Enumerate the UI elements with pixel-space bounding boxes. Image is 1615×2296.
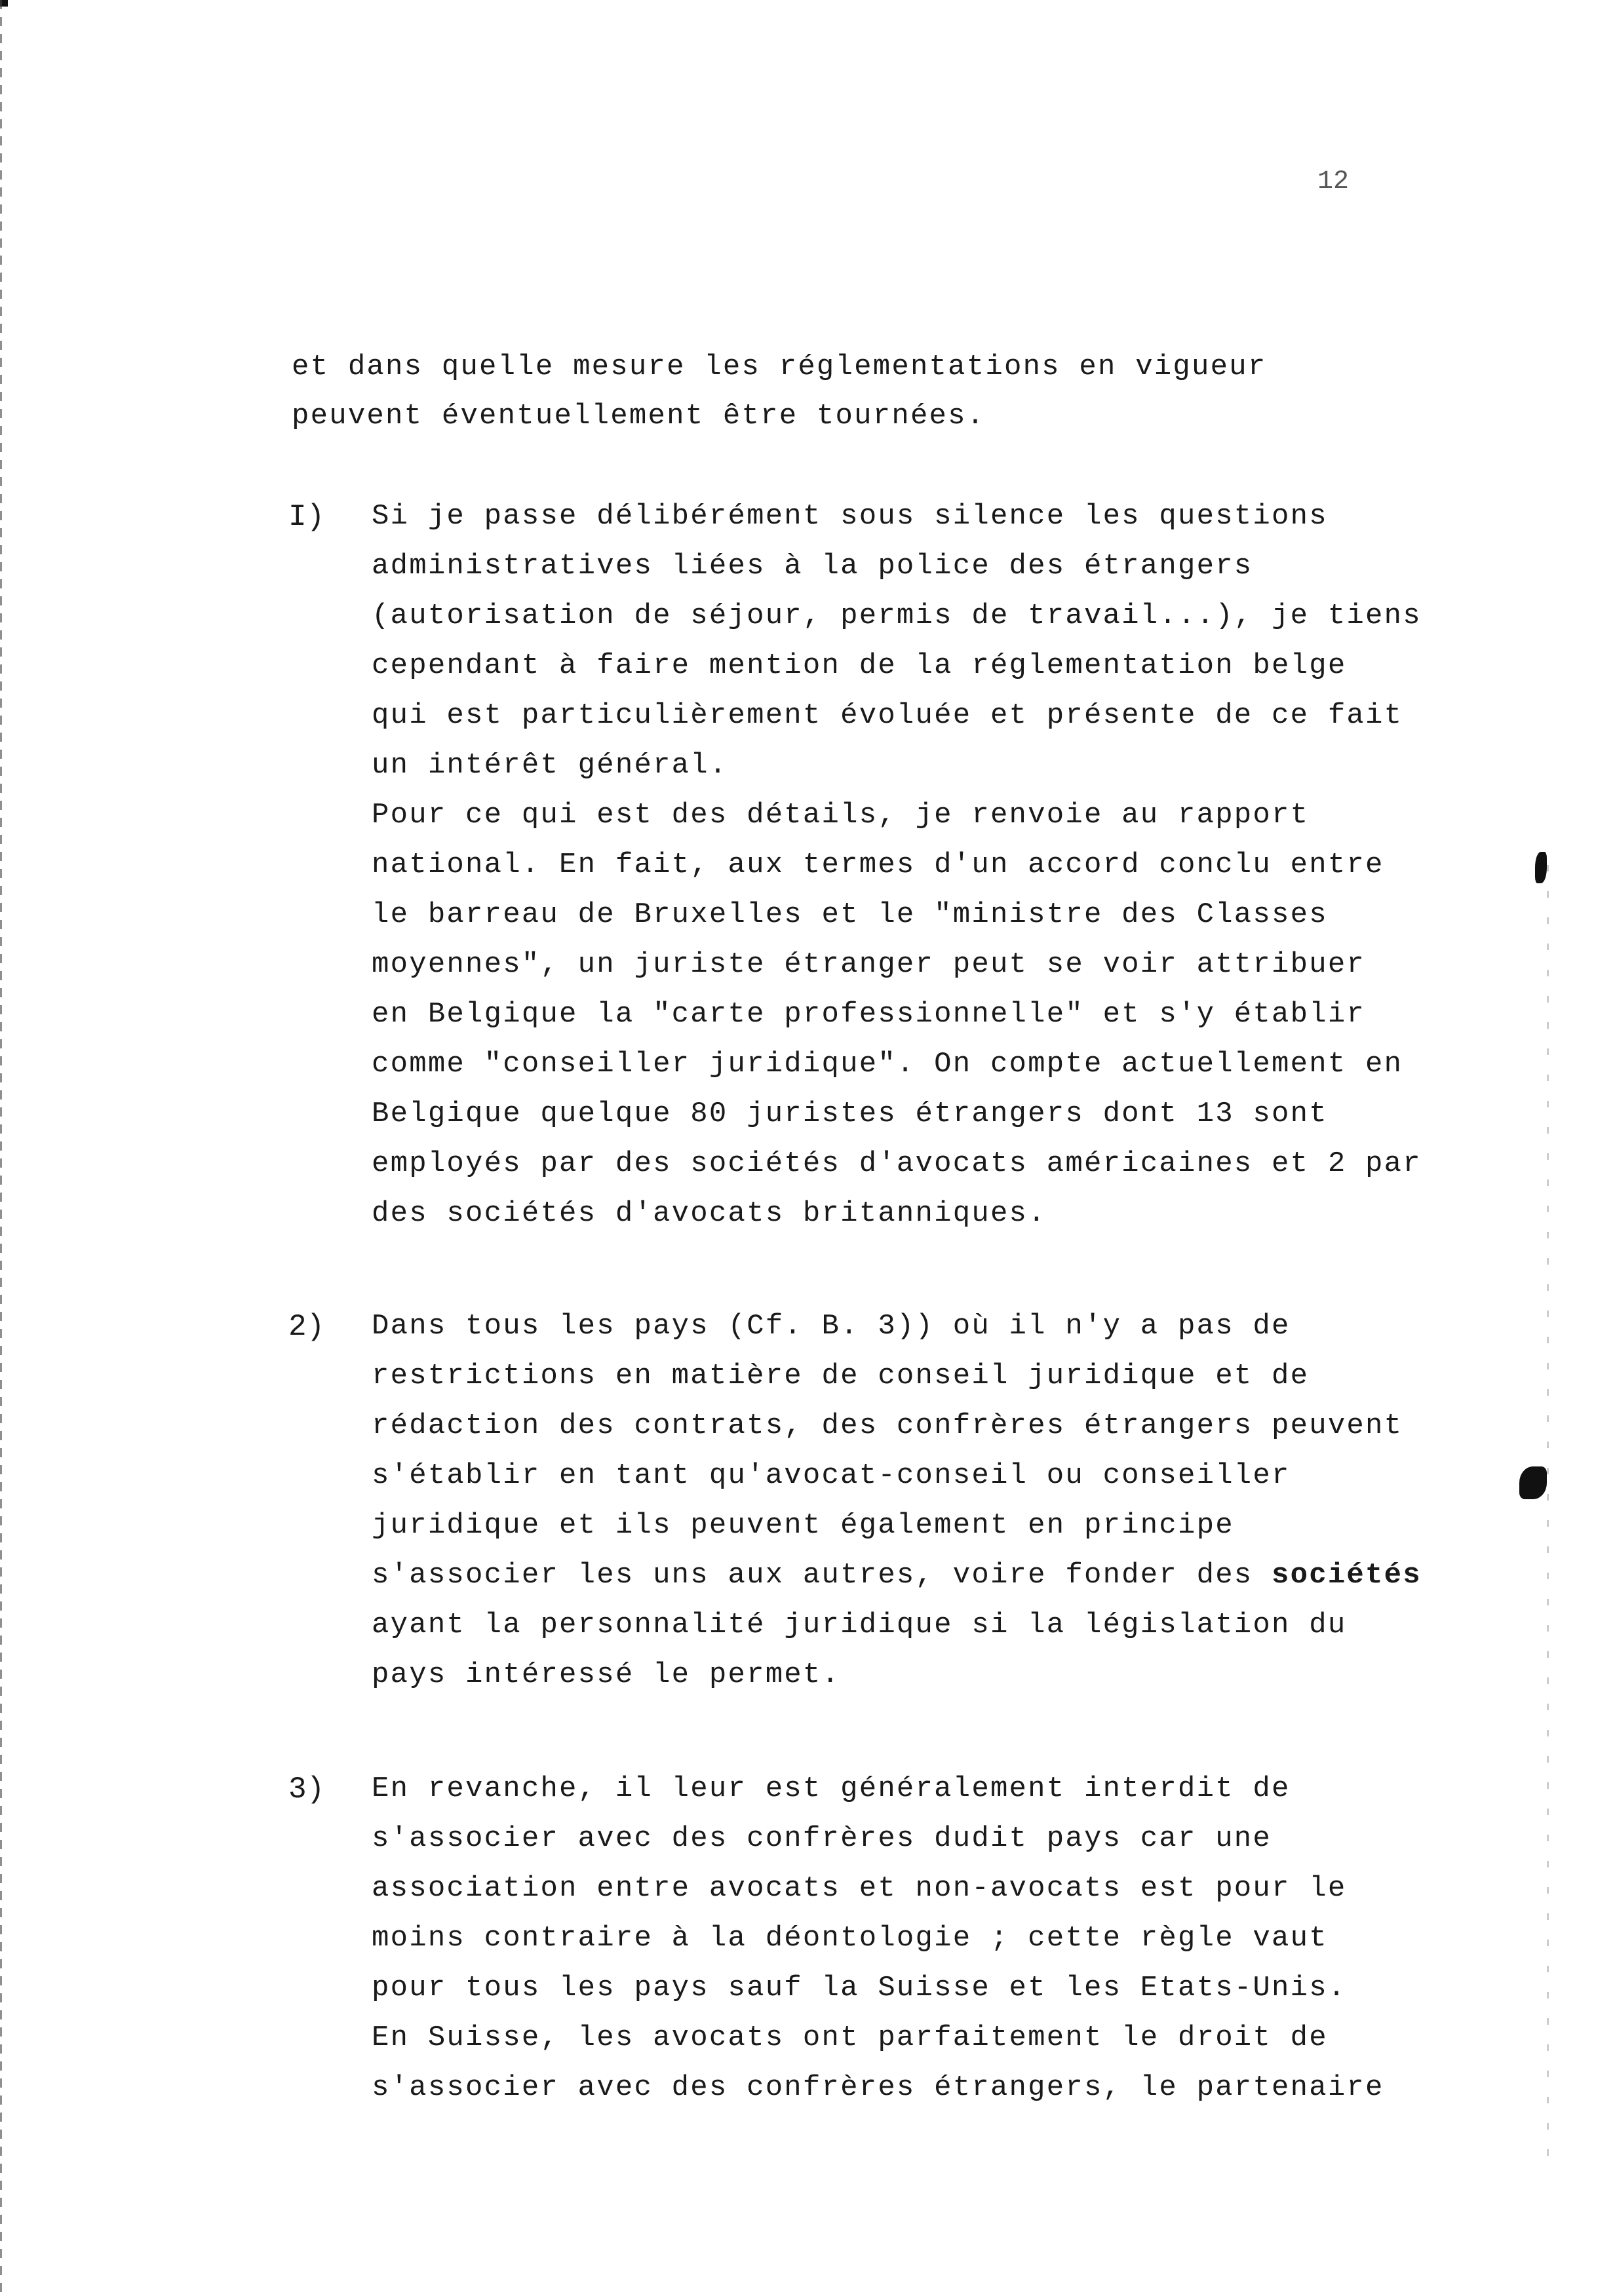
item-2-line: restrictions en matière de conseil juridique et de bbox=[372, 1360, 1310, 1392]
item-2-line: Dans tous les pays (Cf. B. 3)) où il n'y a pas de bbox=[372, 1310, 1291, 1343]
page-number: 12 bbox=[1317, 167, 1350, 197]
item-3-line: pour tous les pays sauf la Suisse et les Etats-Unis. bbox=[372, 1972, 1347, 2004]
item-3-line: moins contraire à la déontologie ; cette règle vaut bbox=[372, 1922, 1328, 1955]
item-3-line: s'associer avec des confrères étrangers, le partenaire bbox=[372, 2071, 1384, 2104]
item-number: 2) bbox=[288, 1310, 325, 1344]
scan-blot bbox=[1519, 1466, 1547, 1499]
item-1-line: (autorisation de séjour, permis de travail...), je tiens bbox=[372, 600, 1422, 632]
item-1-line: moyennes", un juriste étranger peut se voir attribuer bbox=[372, 948, 1366, 981]
item-1-line: un intérêt général. bbox=[372, 749, 728, 782]
intro-line: peuvent éventuellement être tournées. bbox=[292, 400, 986, 432]
item-2-line bbox=[372, 1561, 1422, 1590]
item-1-line: comme "conseiller juridique". On compte actuellement en bbox=[372, 1048, 1403, 1081]
scan-right-edge bbox=[1547, 865, 1549, 2175]
item-1-line: cependant à faire mention de la réglementation belge bbox=[372, 649, 1347, 682]
item-2-line: juridique et ils peuvent également en principe bbox=[372, 1509, 1234, 1542]
item-1-line: des sociétés d'avocats britanniques. bbox=[372, 1197, 1047, 1230]
item-3-line: s'associer avec des confrères dudit pays car une bbox=[372, 1822, 1272, 1855]
item-1-line: administratives liées à la police des étrangers bbox=[372, 550, 1253, 583]
item-2-line: rédaction des contrats, des confrères étrangers peuvent bbox=[372, 1409, 1403, 1442]
item-3-line: association entre avocats et non-avocats est pour le bbox=[372, 1872, 1347, 1905]
scan-blot bbox=[1535, 852, 1547, 883]
item-1-line: le barreau de Bruxelles et le "ministre des Classes bbox=[372, 898, 1328, 931]
item-number: 3) bbox=[288, 1772, 325, 1807]
item-number: I) bbox=[288, 500, 325, 534]
scan-left-edge bbox=[0, 0, 2, 2296]
item-2-line: pays intéressé le permet. bbox=[372, 1658, 841, 1691]
item-1-line: Pour ce qui est des détails, je renvoie au rapport bbox=[372, 799, 1310, 832]
item-1-line: en Belgique la "carte professionnelle" et s'y établir bbox=[372, 998, 1366, 1031]
item-2-line: s'établir en tant qu'avocat-conseil ou conseiller bbox=[372, 1459, 1291, 1492]
emphasis-word: sociétés bbox=[1272, 1559, 1422, 1592]
item-1-line: qui est particulièrement évoluée et présente de ce fait bbox=[372, 699, 1403, 732]
item-2-line: ayant la personnalité juridique si la législation du bbox=[372, 1609, 1347, 1641]
item-1-line: employés par des sociétés d'avocats américaines et 2 par bbox=[372, 1147, 1422, 1180]
item-1-line: Si je passe délibérément sous silence les questions bbox=[372, 500, 1328, 533]
item-3-line: En revanche, il leur est généralement interdit de bbox=[372, 1772, 1291, 1805]
item-2-line-text: s'associer les uns aux autres, voire fonder des bbox=[372, 1559, 1253, 1592]
item-1-line: national. En fait, aux termes d'un accord conclu entre bbox=[372, 849, 1384, 881]
item-1-line: Belgique quelque 80 juristes étrangers dont 13 sont bbox=[372, 1098, 1328, 1130]
item-3-line: En Suisse, les avocats ont parfaitement le droit de bbox=[372, 2021, 1328, 2054]
intro-line: et dans quelle mesure les réglementations en vigueur bbox=[292, 351, 1267, 383]
